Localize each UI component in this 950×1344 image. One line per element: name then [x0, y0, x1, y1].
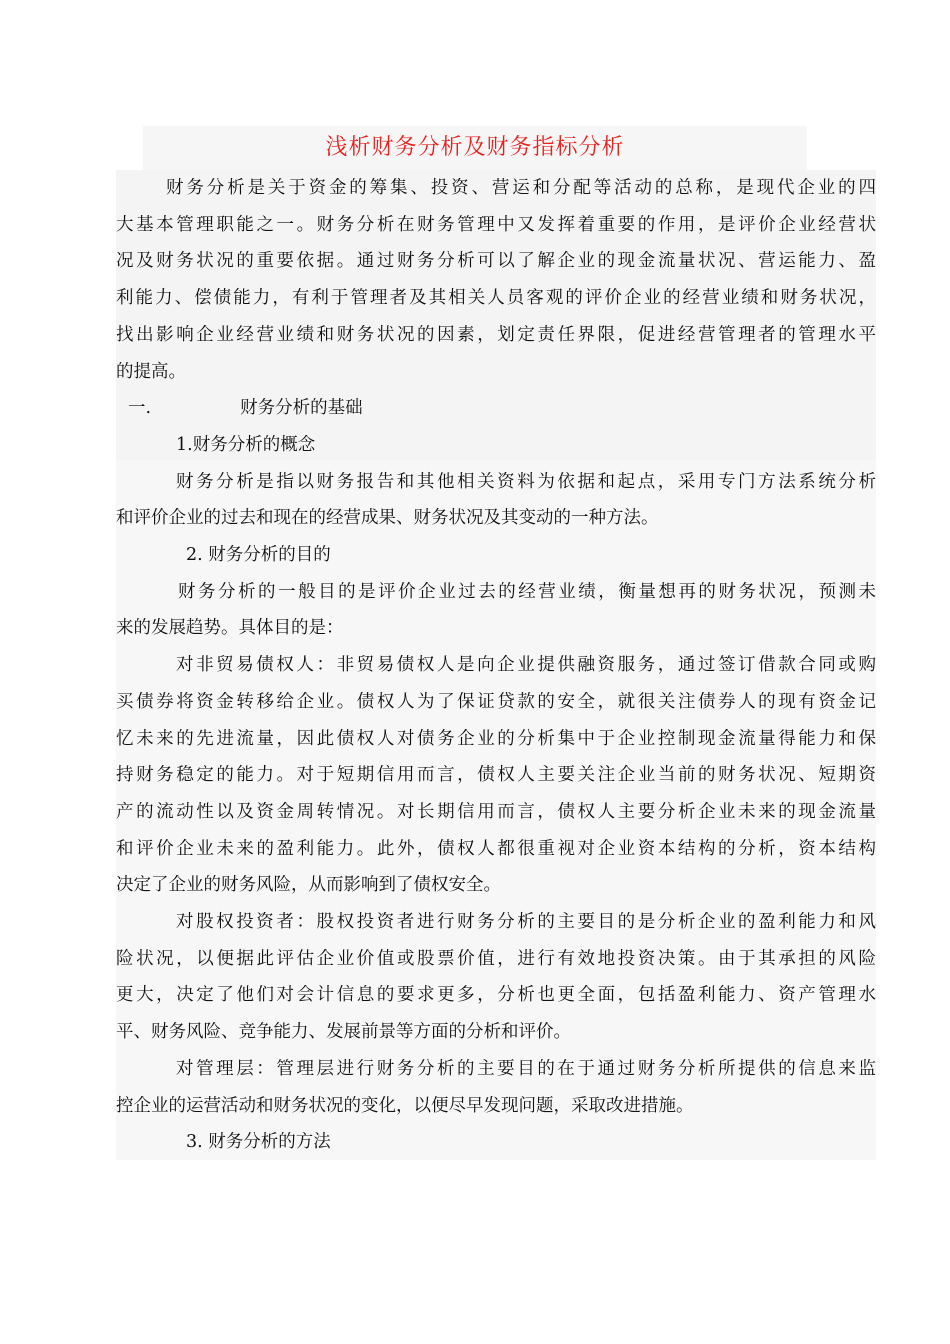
text-line: 况及财务状况的重要依据。通过财务分析可以了解企业的现金流量状况、营运能力、盈 [116, 251, 876, 271]
text-line: 险状况，以便据此评估企业价值或股票价值，进行有效地投资决策。由于其承担的风险 [116, 949, 876, 969]
text-line: 持财务稳定的能力。对于短期信用而言，债权人主要关注企业当前的财务状况、短期资 [116, 765, 876, 785]
text-line: 忆未来的先进流量，因此债权人对债务企业的分析集中于企业控制现金流量得能力和保 [116, 729, 876, 749]
text-line: 和评价企业的过去和现在的经营成果、财务状况及其变动的一种方法。 [116, 508, 659, 528]
text-line: 找出影响企业经营业绩和财务状况的因素，划定责任界限，促进经营管理者的管理水平 [116, 325, 876, 345]
text-line: 决定了企业的财务风险，从而影响到了债权安全。 [116, 875, 501, 895]
text-line: 产的流动性以及资金周转情况。对长期信用而言，债权人主要分析企业未来的现金流量 [116, 802, 876, 822]
text-line: 大基本管理职能之一。财务分析在财务管理中又发挥着重要的作用，是评价企业经营状 [116, 215, 876, 235]
text-line: 和评价企业未来的盈利能力。此外，债权人都很重视对企业资本结构的分析，资本结构 [116, 839, 876, 859]
text-line: 更大，决定了他们对会计信息的要求更多，分析也更全面，包括盈利能力、资产管理水 [116, 985, 876, 1005]
text-line: 对非贸易债权人：非贸易债权人是向企业提供融资服务，通过签订借款合同或购 [176, 655, 876, 675]
text-line: 3. 财务分析的方法 [186, 1132, 331, 1152]
text-line: 对管理层：管理层进行财务分析的主要目的在于通过财务分析所提供的信息来监 [176, 1059, 876, 1079]
text-line: 控企业的运营活动和财务状况的变化，以便尽早发现问题，采取改进措施。 [116, 1096, 694, 1116]
text-line: 来的发展趋势。具体目的是： [116, 618, 344, 638]
text-line: 1.财务分析的概念 [176, 435, 316, 455]
text-line: 财务分析是指以财务报告和其他相关资料为依据和起点，采用专门方法系统分析 [176, 472, 876, 492]
text-line: 买债券将资金转移给企业。债权人为了保证贷款的安全，就很关注债券人的现有资金记 [116, 692, 876, 712]
text-line: 财务分析是关于资金的筹集、投资、营运和分配等活动的总称，是现代企业的四 [166, 178, 876, 198]
text-line: 一. 财务分析的基础 [128, 398, 363, 418]
text-line: 对股权投资者：股权投资者进行财务分析的主要目的是分析企业的盈利能力和风 [176, 912, 876, 932]
text-line: 利能力、偿债能力，有利于管理者及其相关人员客观的评价企业的经营业绩和财务状况， [116, 288, 876, 308]
text-line: 财务分析的一般目的是评价企业过去的经营业绩，衡量想再的财务状况，预测未 [178, 582, 876, 602]
text-line: 2. 财务分析的目的 [186, 545, 331, 565]
text-line: 的提高。 [116, 362, 186, 382]
text-line: 平、财务风险、竞争能力、发展前景等方面的分析和评价。 [116, 1022, 571, 1042]
document-title: 浅析财务分析及财务指标分析 [143, 126, 807, 170]
